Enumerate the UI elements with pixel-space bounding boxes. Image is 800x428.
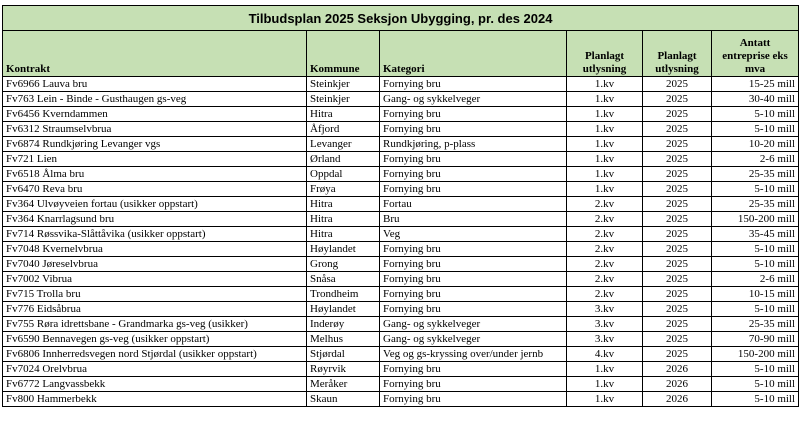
cell-kommune: Melhus [307,332,380,347]
cell-aar: 2025 [643,107,712,122]
cell-kontrakt: Fv800 Hammerbekk [3,392,307,407]
header-antatt-entreprise: Antatt entreprise eks mva [712,31,799,77]
table-row [3,137,799,152]
cell-aar: 2025 [643,137,712,152]
cell-kvartal: 2.kv [567,272,643,287]
cell-kontrakt: Fv6874 Rundkjøring Levanger vgs [3,137,307,152]
cell-aar: 2025 [643,227,712,242]
cell-kommune: Hitra [307,197,380,212]
cell-kontrakt: Fv721 Lien [3,152,307,167]
cell-kategori: Veg og gs-kryssing over/under jernb [380,347,567,362]
cell-antatt-verdi: 5-10 mill [712,302,799,317]
table-row [3,182,799,197]
cell-kommune: Høylandet [307,242,380,257]
cell-kvartal: 4.kv [567,347,643,362]
cell-aar: 2025 [643,77,712,92]
cell-kvartal: 1.kv [567,77,643,92]
cell-kommune: Levanger [307,137,380,152]
cell-antatt-verdi: 5-10 mill [712,392,799,407]
header-planlagt-utlysning-aar: Planlagt utlysning [643,31,712,77]
cell-aar: 2025 [643,347,712,362]
cell-kategori: Fornying bru [380,77,567,92]
cell-kvartal: 1.kv [567,137,643,152]
table-row [3,347,799,362]
header-kontrakt: Kontrakt [3,31,307,77]
cell-kommune: Røyrvik [307,362,380,377]
cell-kontrakt: Fv755 Røra idrettsbane - Grandmarka gs-veg (usikker) [3,317,307,332]
cell-kategori: Fornying bru [380,167,567,182]
cell-antatt-verdi: 5-10 mill [712,107,799,122]
cell-kommune: Steinkjer [307,92,380,107]
table-row [3,242,799,257]
cell-aar: 2026 [643,377,712,392]
header-kategori: Kategori [380,31,567,77]
cell-kommune: Frøya [307,182,380,197]
cell-aar: 2025 [643,332,712,347]
cell-kontrakt: Fv763 Lein - Binde - Gusthaugen gs-veg [3,92,307,107]
table-row [3,392,799,407]
table-row [3,92,799,107]
cell-kommune: Grong [307,257,380,272]
cell-kategori: Gang- og sykkelveger [380,92,567,107]
table-title: Tilbudsplan 2025 Seksjon Ubygging, pr. des 2024 [3,6,799,31]
cell-kvartal: 1.kv [567,122,643,137]
cell-kvartal: 2.kv [567,212,643,227]
cell-aar: 2025 [643,287,712,302]
cell-kontrakt: Fv715 Trolla bru [3,287,307,302]
cell-kommune: Snåsa [307,272,380,287]
cell-kommune: Meråker [307,377,380,392]
table-row [3,362,799,377]
cell-antatt-verdi: 5-10 mill [712,242,799,257]
cell-kontrakt: Fv364 Knarrlagsund bru [3,212,307,227]
cell-antatt-verdi: 5-10 mill [712,362,799,377]
cell-kategori: Fornying bru [380,152,567,167]
cell-antatt-verdi: 5-10 mill [712,122,799,137]
cell-kommune: Høylandet [307,302,380,317]
cell-antatt-verdi: 25-35 mill [712,167,799,182]
table-row [3,167,799,182]
cell-kategori: Gang- og sykkelveger [380,332,567,347]
cell-antatt-verdi: 15-25 mill [712,77,799,92]
table-row [3,107,799,122]
cell-kvartal: 1.kv [567,377,643,392]
column-header-row [3,31,799,77]
cell-antatt-verdi: 150-200 mill [712,212,799,227]
tender-plan-table [2,5,799,407]
cell-antatt-verdi: 5-10 mill [712,257,799,272]
table-row [3,332,799,347]
cell-antatt-verdi: 150-200 mill [712,347,799,362]
cell-kommune: Hitra [307,107,380,122]
cell-kontrakt: Fv6312 Straumselvbrua [3,122,307,137]
cell-antatt-verdi: 25-35 mill [712,197,799,212]
tender-plan-sheet [2,5,798,407]
cell-kommune: Inderøy [307,317,380,332]
cell-kategori: Fornying bru [380,122,567,137]
cell-kontrakt: Fv364 Ulvøyveien fortau (usikker oppstart) [3,197,307,212]
cell-kontrakt: Fv7040 Jøreselvbrua [3,257,307,272]
cell-kommune: Trondheim [307,287,380,302]
cell-antatt-verdi: 10-15 mill [712,287,799,302]
cell-kontrakt: Fv6456 Kverndammen [3,107,307,122]
cell-aar: 2025 [643,212,712,227]
table-body [3,77,799,407]
table-row [3,227,799,242]
cell-kontrakt: Fv714 Røssvika-Slåttåvika (usikker oppstart) [3,227,307,242]
cell-kommune: Åfjord [307,122,380,137]
cell-kvartal: 3.kv [567,317,643,332]
table-row [3,287,799,302]
cell-kommune: Stjørdal [307,347,380,362]
table-row [3,197,799,212]
cell-kontrakt: Fv6518 Ålma bru [3,167,307,182]
cell-kvartal: 1.kv [567,182,643,197]
header-kommune: Kommune [307,31,380,77]
cell-antatt-verdi: 30-40 mill [712,92,799,107]
cell-kvartal: 1.kv [567,167,643,182]
cell-kategori: Veg [380,227,567,242]
cell-kategori: Fornying bru [380,242,567,257]
table-row [3,152,799,167]
cell-kategori: Fornying bru [380,257,567,272]
cell-aar: 2025 [643,122,712,137]
cell-kategori: Fornying bru [380,107,567,122]
cell-kategori: Fornying bru [380,362,567,377]
cell-aar: 2025 [643,92,712,107]
cell-aar: 2025 [643,152,712,167]
cell-kvartal: 1.kv [567,392,643,407]
cell-kvartal: 2.kv [567,242,643,257]
table-row [3,302,799,317]
cell-kontrakt: Fv6590 Bennavegen gs-veg (usikker oppstart) [3,332,307,347]
cell-kontrakt: Fv6966 Lauva bru [3,77,307,92]
cell-kontrakt: Fv6470 Reva bru [3,182,307,197]
cell-aar: 2025 [643,272,712,287]
cell-kontrakt: Fv6772 Langvassbekk [3,377,307,392]
table-row [3,77,799,92]
cell-kategori: Rundkjøring, p-plass [380,137,567,152]
cell-kategori: Fornying bru [380,287,567,302]
cell-kontrakt: Fv776 Eidsåbrua [3,302,307,317]
cell-kommune: Oppdal [307,167,380,182]
cell-kvartal: 3.kv [567,332,643,347]
cell-kommune: Skaun [307,392,380,407]
cell-kommune: Steinkjer [307,77,380,92]
cell-kommune: Hitra [307,227,380,242]
cell-antatt-verdi: 70-90 mill [712,332,799,347]
cell-kvartal: 1.kv [567,92,643,107]
cell-kontrakt: Fv7002 Vibrua [3,272,307,287]
table-row [3,212,799,227]
cell-aar: 2026 [643,362,712,377]
cell-kvartal: 1.kv [567,362,643,377]
cell-antatt-verdi: 2-6 mill [712,152,799,167]
cell-kvartal: 2.kv [567,287,643,302]
table-row [3,317,799,332]
cell-antatt-verdi: 5-10 mill [712,182,799,197]
cell-kategori: Fornying bru [380,272,567,287]
cell-antatt-verdi: 10-20 mill [712,137,799,152]
cell-aar: 2025 [643,242,712,257]
cell-aar: 2025 [643,167,712,182]
cell-aar: 2026 [643,392,712,407]
table-row [3,257,799,272]
cell-kvartal: 3.kv [567,302,643,317]
cell-antatt-verdi: 25-35 mill [712,317,799,332]
table-row [3,377,799,392]
header-planlagt-utlysning-kvartal: Planlagt utlysning [567,31,643,77]
cell-kategori: Fornying bru [380,182,567,197]
cell-kontrakt: Fv7024 Orelvbrua [3,362,307,377]
cell-aar: 2025 [643,317,712,332]
cell-kategori: Fortau [380,197,567,212]
cell-kategori: Fornying bru [380,302,567,317]
cell-aar: 2025 [643,182,712,197]
cell-kvartal: 2.kv [567,227,643,242]
cell-kommune: Ørland [307,152,380,167]
cell-kvartal: 1.kv [567,107,643,122]
table-row [3,122,799,137]
cell-kvartal: 2.kv [567,257,643,272]
cell-kontrakt: Fv7048 Kvernelvbrua [3,242,307,257]
cell-kategori: Bru [380,212,567,227]
table-row [3,272,799,287]
cell-kvartal: 1.kv [567,152,643,167]
cell-kategori: Gang- og sykkelveger [380,317,567,332]
cell-aar: 2025 [643,302,712,317]
cell-kategori: Fornying bru [380,377,567,392]
cell-antatt-verdi: 5-10 mill [712,377,799,392]
cell-antatt-verdi: 35-45 mill [712,227,799,242]
cell-kvartal: 2.kv [567,197,643,212]
cell-kategori: Fornying bru [380,392,567,407]
cell-aar: 2025 [643,257,712,272]
cell-kommune: Hitra [307,212,380,227]
cell-aar: 2025 [643,197,712,212]
cell-antatt-verdi: 2-6 mill [712,272,799,287]
cell-kontrakt: Fv6806 Innherredsvegen nord Stjørdal (usikker oppstart) [3,347,307,362]
